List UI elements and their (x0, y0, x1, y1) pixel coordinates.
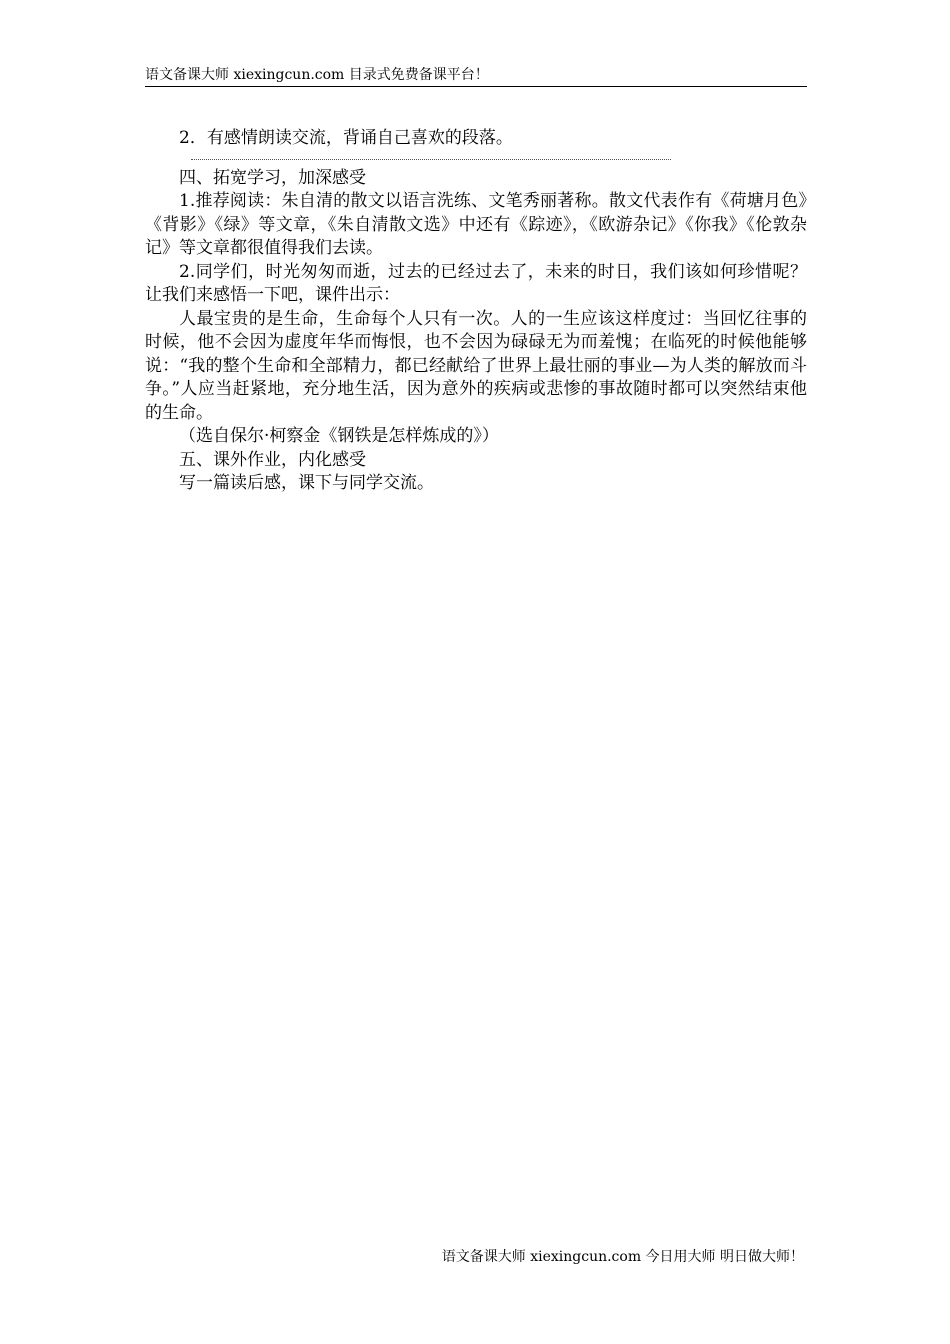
section-heading-5: 五、课外作业，内化感受 (179, 449, 366, 470)
page-footer: 语文备课大师 xiexingcun.com 今日用大师 明日做大师！ (441, 1249, 804, 1265)
paragraph-reading-task: 2．有感情朗读交流，背诵自己喜欢的段落。 (179, 128, 513, 148)
paragraph-homework: 写一篇读后感，课下与同学交流。 (179, 473, 434, 493)
header-divider (145, 86, 807, 87)
paragraph-time-reflection: 2.同学们，时光匆匆而逝，过去的已经过去了，未来的时日，我们该如何珍惜呢？让我们来感悟一下吧，课件出示： (145, 261, 807, 305)
quotation-source: （选自保尔·柯察金《钢铁是怎样炼成的》） (179, 426, 499, 446)
section-heading-4: 四、拓宽学习，加深感受 (179, 167, 366, 188)
page-header: 语文备课大师 xiexingcun.com 目录式免费备课平台！ (145, 67, 489, 83)
document-body (145, 127, 807, 496)
dotted-separator (191, 159, 671, 160)
paragraph-quotation: 人最宝贵的是生命，生命每个人只有一次。人的一生应该这样度过：当回忆往事的时候，他不会因为虚度年华而悔恨，也不会因为碌碌无为而羞愧；在临死的时候他能够说：“我的整个生命和全部精力，都已经献给了世界上最壮丽的事业—为人类的解放而斗争。”人应当赶紧地，充分地生活，因为意外的疾病或悲惨的事故随时都可以突然结束他的生命。 (145, 308, 807, 423)
paragraph-recommended-reading: 1.推荐阅读：朱自清的散文以语言洗练、文笔秀丽著称。散文代表作有《荷塘月色》《背影》《绿》等文章，《朱自清散文选》中还有《踪迹》，《欧游杂记》《你我》《伦敦杂记》等文章都很值得我们去读。 (145, 191, 807, 258)
